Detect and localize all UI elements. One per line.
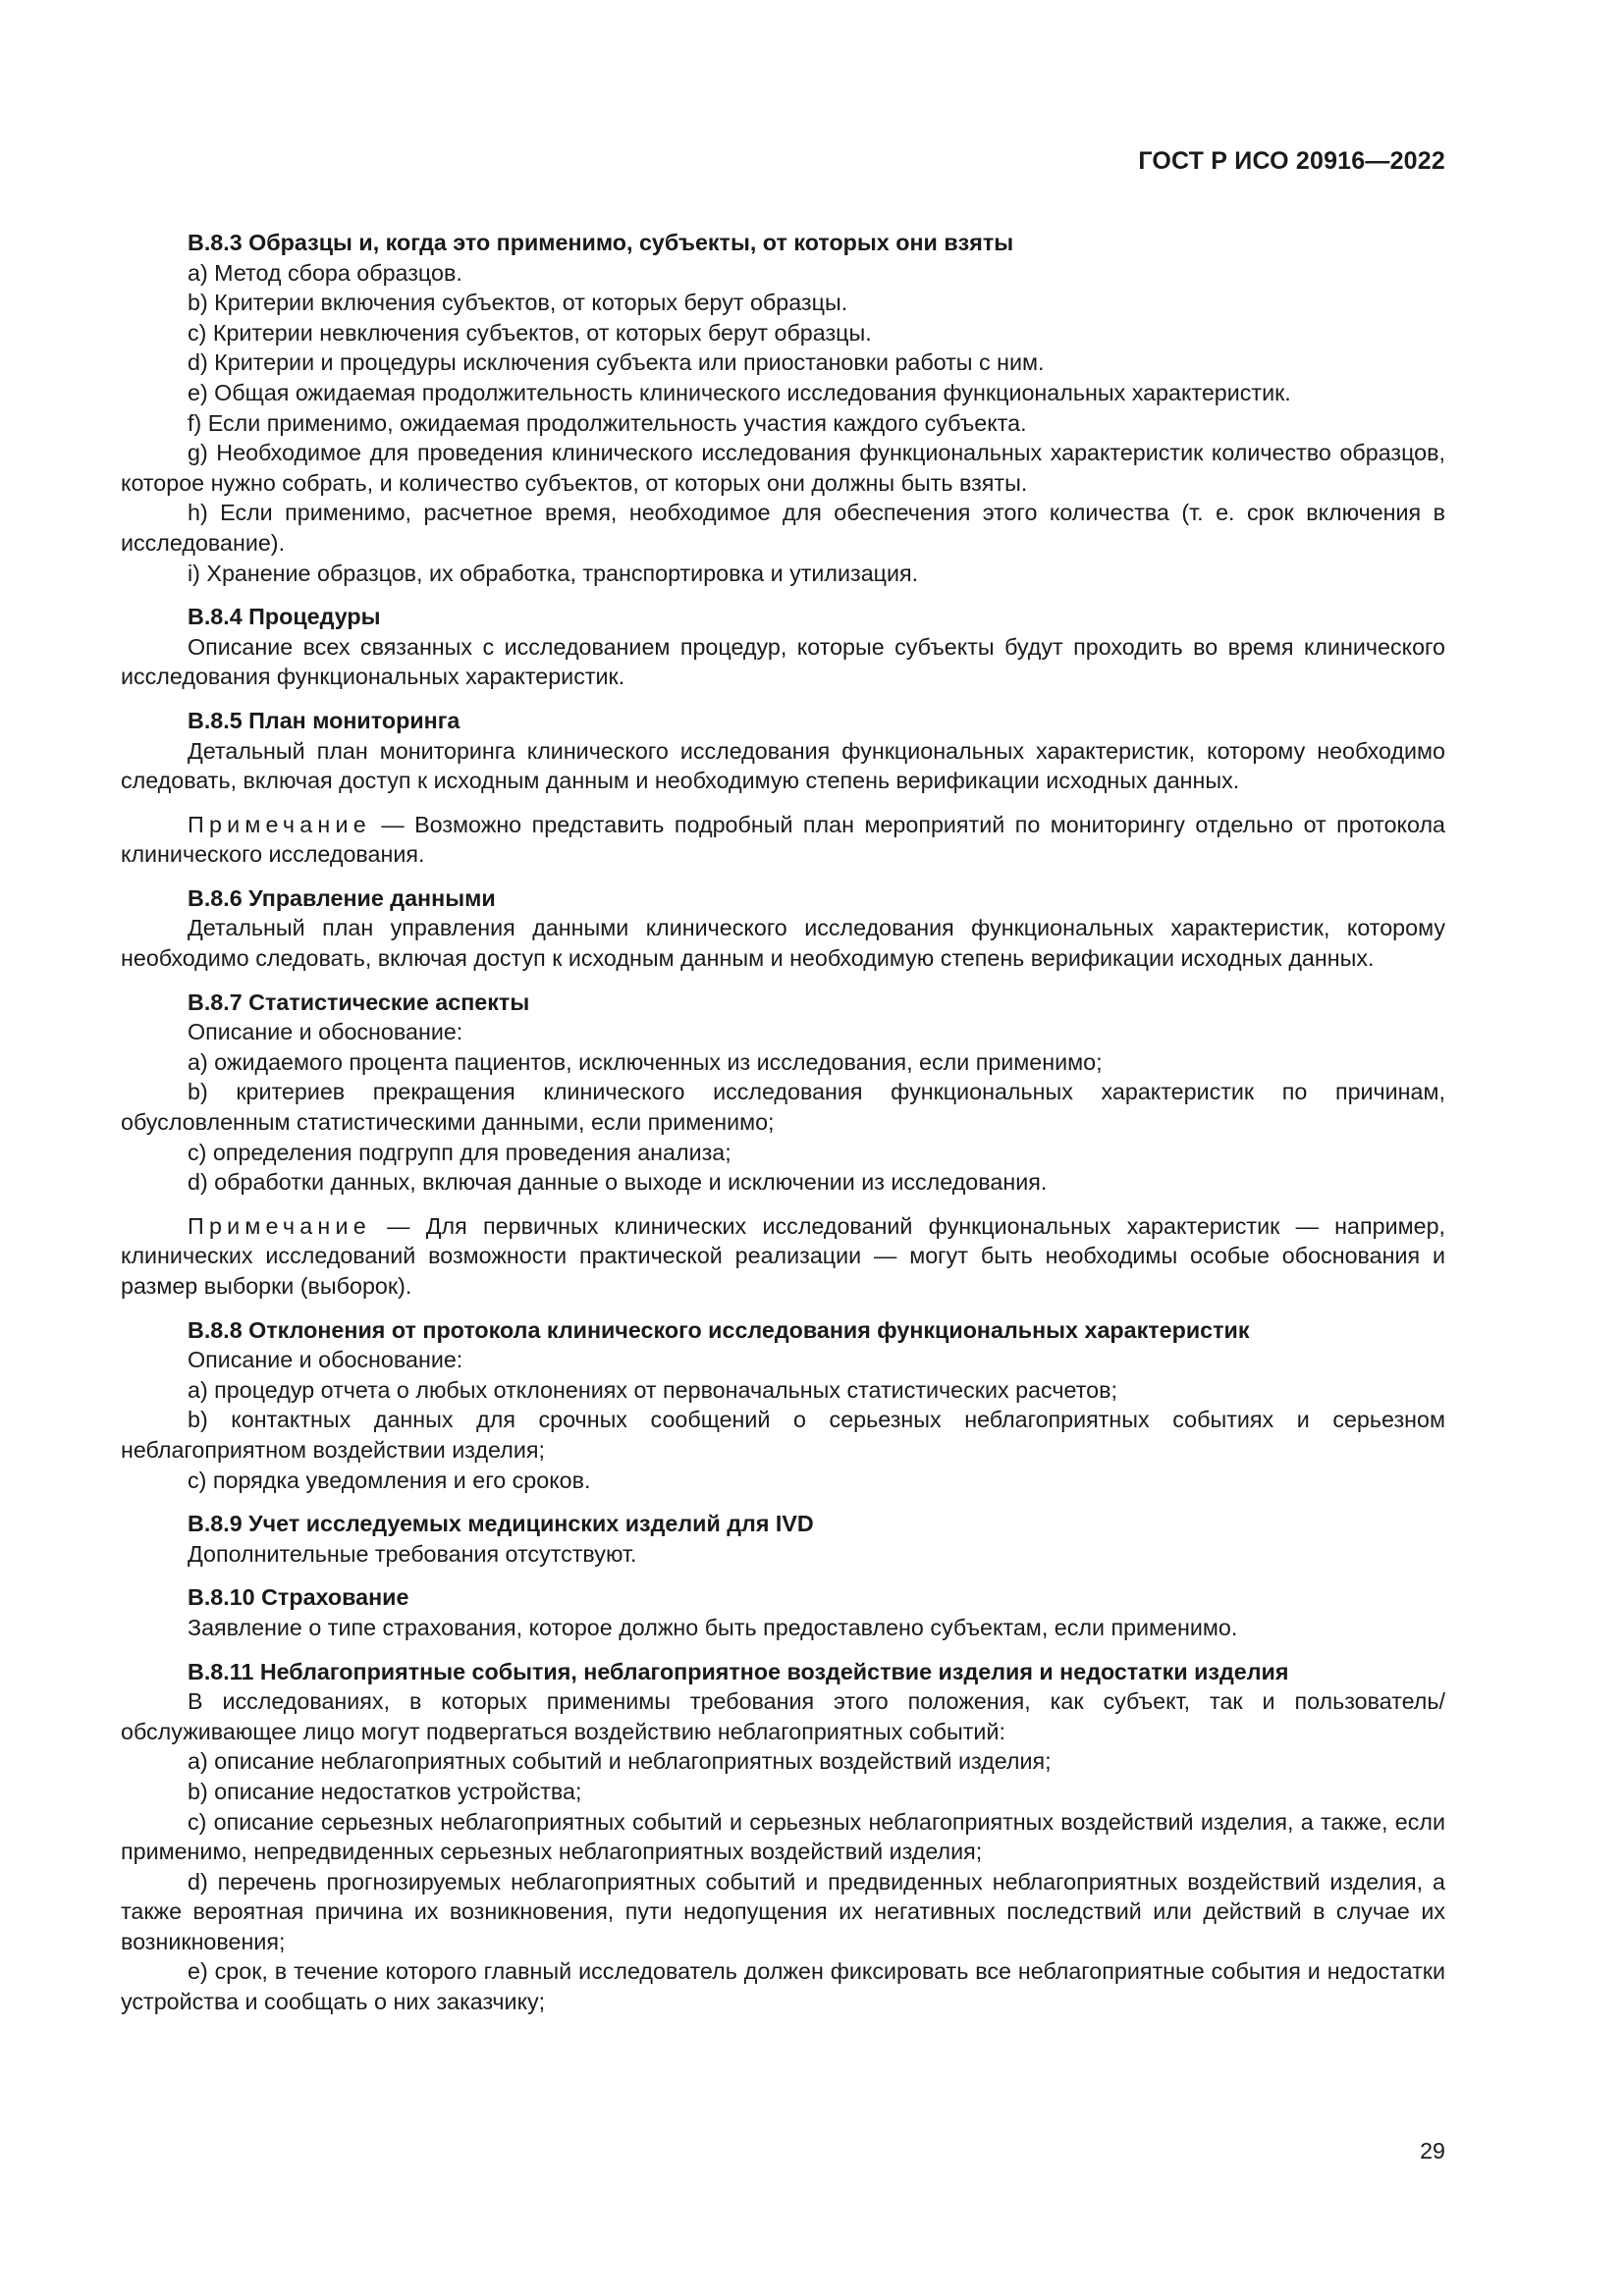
- section-title: В.8.3 Образцы и, когда это применимо, субъекты, от которых они взяты: [188, 230, 1014, 255]
- paragraph: Описание и обоснование:: [188, 1019, 463, 1045]
- list-item: а) описание неблагоприятных событий и неблагоприятных воздействий изделия;: [188, 1748, 1052, 1775]
- document-body: [121, 228, 1445, 2017]
- section-b84: [121, 602, 1445, 692]
- list-item: а) ожидаемого процента пациентов, исключенных из исследования, если применимо;: [188, 1048, 1103, 1075]
- paragraph: Детальный план управления данными клинического исследования функциональных характеристик, которому необходимо следовать, включая доступ к исходным данным и необходимую степень верификации исходных данных.: [121, 915, 1445, 972]
- page-number: 29: [1420, 2138, 1445, 2163]
- section-b87: [121, 988, 1445, 1302]
- list-item: g) Необходимое для проведения клинического исследования функциональных характеристик количество образцов, которое нужно собрать, и количество субъектов, от которых они должны быть взяты.: [121, 440, 1445, 496]
- note-label: Примечание: [188, 1212, 371, 1239]
- note-label: Примечание: [188, 811, 371, 837]
- list-item: е) срок, в течение которого главный исследователь должен фиксировать все неблагоприятные события и недостатки устройства и сообщать о них заказчику;: [121, 1958, 1445, 2015]
- list-item: d) Критерии и процедуры исключения субъекта или приостановки работы с ним.: [188, 349, 1045, 376]
- section-title: В.8.11 Неблагоприятные события, неблагоприятное воздействие изделия и недостатки изделия: [188, 1658, 1289, 1684]
- paragraph: Дополнительные требования отсутствуют.: [188, 1540, 637, 1567]
- list-item: с) Критерии невключения субъектов, от которых берут образцы.: [188, 319, 872, 346]
- section-title: В.8.10 Страхование: [188, 1584, 409, 1611]
- list-item: h) Если применимо, расчетное время, необходимое для обеспечения этого количества (т. е. срок включения в исследование).: [121, 500, 1445, 556]
- section-b810: [121, 1582, 1445, 1642]
- list-item: b) критериев прекращения клинического исследования функциональных характеристик по причинам, обусловленным статистическими данными, если применимо;: [121, 1079, 1445, 1136]
- list-item: b) Критерии включения субъектов, от которых берут образцы.: [188, 290, 848, 316]
- note-text: — Возможно представить подробный план мероприятий по мониторингу отдельно от протокола клинического исследования.: [121, 811, 1445, 868]
- section-b86: [121, 883, 1445, 974]
- section-b811: [121, 1657, 1445, 2017]
- section-title: В.8.9 Учет исследуемых медицинских изделий для IVD: [188, 1511, 814, 1537]
- list-item: d) перечень прогнозируемых неблагоприятных событий и предвиденных неблагоприятных воздействий изделия, а также вероятная причина их возникновения, пути недопущения их негативных последствий или действий в случае их возникновения;: [121, 1868, 1445, 1954]
- list-item: d) обработки данных, включая данные о выходе и исключении из исследования.: [188, 1169, 1048, 1196]
- paragraph: Описание и обоснование:: [188, 1347, 463, 1373]
- section-b88: [121, 1315, 1445, 1496]
- list-item: i) Хранение образцов, их обработка, транспортировка и утилизация.: [188, 560, 919, 586]
- paragraph: Заявление о типе страхования, которое должно быть предоставлено субъектам, если применимо.: [188, 1614, 1238, 1640]
- list-item: f) Если применимо, ожидаемая продолжительность участия каждого субъекта.: [188, 409, 1027, 436]
- list-item: с) описание серьезных неблагоприятных событий и серьезных неблагоприятных воздействий изделия, а также, если применимо, непредвиденных серьезных неблагоприятных воздействий изделия;: [121, 1808, 1445, 1865]
- section-title: В.8.4 Процедуры: [188, 604, 381, 630]
- section-title: В.8.8 Отклонения от протокола клинического исследования функциональных характеристик: [188, 1316, 1250, 1343]
- list-item: а) процедур отчета о любых отклонениях от первоначальных статистических расчетов;: [188, 1376, 1117, 1403]
- list-item: b) описание недостатков устройства;: [188, 1778, 582, 1804]
- paragraph: Описание всех связанных с исследованием процедур, которые субъекты будут проходить во время клинического исследования функциональных характеристик.: [121, 633, 1445, 690]
- section-title: В.8.6 Управление данными: [188, 884, 496, 911]
- paragraph: Детальный план мониторинга клинического исследования функциональных характеристик, которому необходимо следовать, включая доступ к исходным данным и необходимую степень верификации исходных данных.: [121, 737, 1445, 794]
- standard-header: ГОСТ Р ИСО 20916—2022: [1138, 147, 1445, 175]
- list-item: с) определения подгрупп для проведения анализа;: [188, 1139, 731, 1165]
- section-b89: [121, 1509, 1445, 1569]
- note: [121, 810, 1445, 870]
- paragraph: В исследованиях, в которых применимы требования этого положения, как субъект, так и пользователь/обслуживающее лицо могут подвергаться воздействию неблагоприятных событий:: [121, 1688, 1445, 1744]
- section-b85: [121, 706, 1445, 870]
- list-item: b) контактных данных для срочных сообщений о серьезных неблагоприятных событиях и серьезном неблагоприятном воздействии изделия;: [121, 1407, 1445, 1463]
- list-item: с) порядка уведомления и его сроков.: [188, 1467, 591, 1493]
- note: [121, 1211, 1445, 1302]
- section-title: В.8.7 Статистические аспекты: [188, 988, 530, 1015]
- list-item: е) Общая ожидаемая продолжительность клинического исследования функциональных характеристик.: [188, 379, 1291, 405]
- note-text: — Для первичных клинических исследований функциональных характеристик — например, клинических исследований возможности практической реализации — могут быть необходимы особые обоснования и размер выборки (выборок).: [121, 1212, 1445, 1299]
- section-b83: [121, 228, 1445, 588]
- section-title: В.8.5 План мониторинга: [188, 707, 460, 733]
- list-item: а) Метод сбора образцов.: [188, 259, 462, 286]
